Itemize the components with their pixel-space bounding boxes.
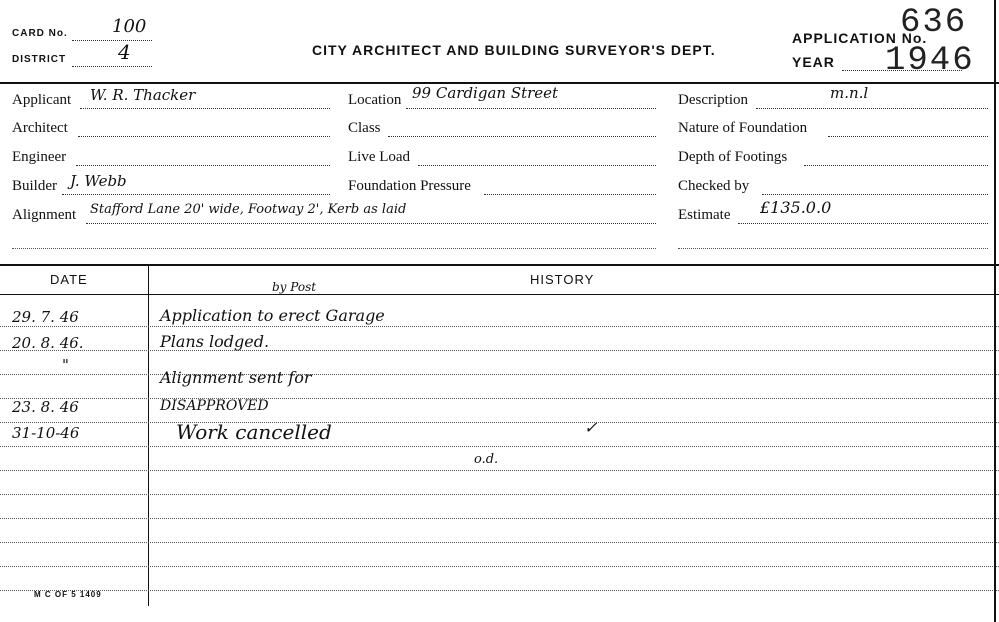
engineer-line bbox=[76, 165, 330, 166]
history-line bbox=[0, 542, 999, 543]
history-line bbox=[0, 398, 999, 399]
description-line bbox=[756, 108, 988, 109]
history-line bbox=[0, 422, 999, 423]
history-header: HISTORY bbox=[530, 272, 595, 287]
date-column-divider bbox=[148, 266, 149, 606]
history-date: 31-10-46 bbox=[12, 424, 80, 442]
history-line bbox=[0, 566, 999, 567]
fields-extra-line bbox=[12, 248, 656, 249]
live-load-label: Live Load bbox=[348, 149, 411, 165]
district-value: 4 bbox=[118, 40, 131, 64]
tick-mark: ✓ bbox=[584, 418, 598, 437]
foundation-pressure-label: Foundation Pressure bbox=[348, 178, 471, 194]
history-entry: Work cancelled bbox=[176, 420, 332, 444]
history-top-rule bbox=[0, 264, 999, 266]
history-line bbox=[0, 326, 999, 327]
history-line bbox=[0, 446, 999, 447]
history-date: 20. 8. 46. bbox=[12, 334, 84, 352]
initials: o.d. bbox=[474, 452, 499, 467]
history-line bbox=[0, 374, 999, 375]
checked-by-label: Checked by bbox=[678, 178, 750, 194]
history-line bbox=[0, 470, 999, 471]
card-no-line bbox=[72, 40, 152, 41]
district-line bbox=[72, 66, 152, 67]
card-edge bbox=[994, 0, 996, 622]
builder-label: Builder bbox=[12, 178, 57, 194]
year-value: 1946 bbox=[885, 42, 975, 80]
application-number: 636 bbox=[900, 4, 968, 42]
card-no-label: CARD No. bbox=[12, 28, 68, 39]
description-value: m.n.l bbox=[830, 84, 869, 102]
department-title: CITY ARCHITECT AND BUILDING SURVEYOR'S DEPT. bbox=[312, 42, 716, 58]
applicant-label: Applicant bbox=[12, 92, 72, 108]
history-header-rule bbox=[0, 294, 999, 295]
history-date: 29. 7. 46 bbox=[12, 308, 79, 326]
history-entry: Alignment sent for bbox=[160, 368, 312, 387]
alignment-line bbox=[86, 223, 656, 224]
estimate-value: £135.0.0 bbox=[760, 198, 832, 217]
date-header: DATE bbox=[50, 272, 88, 287]
nature-of-foundation-label: Nature of Foundation bbox=[678, 120, 808, 136]
live-load-line bbox=[418, 165, 656, 166]
history-entry: Application to erect Garage bbox=[160, 306, 385, 325]
history-entry: Plans lodged. bbox=[160, 332, 270, 351]
description-label: Description bbox=[678, 92, 748, 108]
location-label: Location bbox=[348, 92, 402, 108]
history-line bbox=[0, 494, 999, 495]
estimate-label: Estimate bbox=[678, 207, 731, 223]
card-no-value: 100 bbox=[112, 16, 147, 37]
class-line bbox=[388, 136, 656, 137]
application-label: APPLICATION No. bbox=[792, 30, 928, 46]
location-line bbox=[406, 108, 656, 109]
builder-value: J. Webb bbox=[70, 172, 127, 190]
history-date: 23. 8. 46 bbox=[12, 398, 79, 416]
by-post-note: by Post bbox=[272, 280, 317, 294]
district-label: DISTRICT bbox=[12, 54, 67, 65]
form-code: M C OF 5 1409 bbox=[34, 590, 102, 599]
alignment-value: Stafford Lane 20' wide, Footway 2', Kerb as laid bbox=[90, 202, 407, 217]
builder-line bbox=[62, 194, 330, 195]
alignment-label: Alignment bbox=[12, 207, 77, 223]
applicant-line bbox=[80, 108, 330, 109]
estimate-line bbox=[738, 223, 988, 224]
class-label: Class bbox=[348, 120, 381, 136]
architect-label: Architect bbox=[12, 120, 68, 136]
depth-of-footings-label: Depth of Footings bbox=[678, 149, 788, 165]
history-line bbox=[0, 350, 999, 351]
engineer-label: Engineer bbox=[12, 149, 67, 165]
history-line bbox=[0, 590, 999, 591]
applicant-value: W. R. Thacker bbox=[90, 86, 196, 104]
location-value: 99 Cardigan Street bbox=[412, 84, 559, 102]
foundation-pressure-line bbox=[484, 194, 656, 195]
depth-line bbox=[804, 165, 988, 166]
architect-line bbox=[78, 136, 330, 137]
history-line bbox=[0, 518, 999, 519]
history-date: " bbox=[62, 356, 69, 374]
history-entry: DISAPPROVED bbox=[160, 398, 269, 414]
nature-line bbox=[828, 136, 988, 137]
year-label: YEAR bbox=[792, 54, 835, 70]
checked-line bbox=[762, 194, 988, 195]
fields-extra-line-right bbox=[678, 248, 988, 249]
